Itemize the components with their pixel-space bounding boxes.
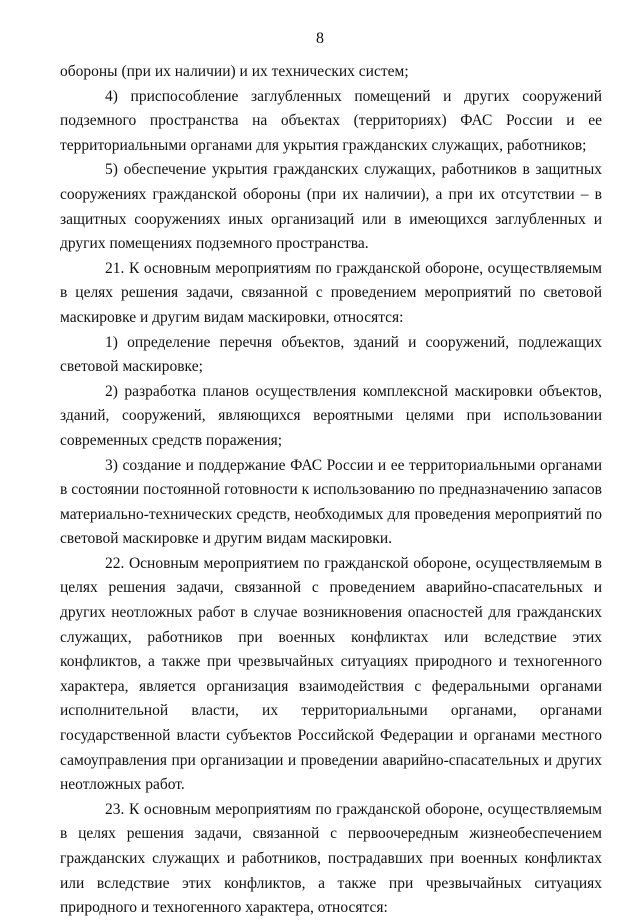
paragraph-item-1: 1) определение перечня объектов, зданий и сооружений, подлежащих световой маскировке; (60, 333, 602, 376)
document-body (60, 60, 602, 921)
paragraph-continuation: обороны (при их наличии) и их технических систем; (60, 63, 409, 80)
paragraph-clause-23: 23. К основным мероприятиям по гражданской обороне, осуществляемым в целях решения задачи, связанной с первоочередным жизнеобеспечением гражданских служащих и работников, пострадавших при военных конфликтах или вследствие этих конфликтов, а также при чрезвычайных ситуациях природного и техногенного характера, относятся: (60, 800, 602, 917)
paragraph-item-4: 4) приспособление заглубленных помещений и других сооружений подземного пространства на объектах (территориях) ФАС России и ее территориальными органами для укрытия гражданских служащих, работников; (60, 87, 602, 154)
paragraph-clause-22: 22. Основным мероприятием по гражданской обороне, осуществляемым в целях решения задачи, связанной с проведением аварийно-спасательных и других неотложных работ в случае возникновения опасностей для гражданских служащих, работников при военных конфликтах или вследствие этих конфликтов, а также при чрезвычайных ситуациях природного и техногенного характера, является организация взаимодействия с федеральными органами исполнительной власти, их территориальными органами, органами государственной власти субъектов Российской Федерации и органами местного самоуправления при организации и проведении аварийно-спасательных и других неотложных работ. (60, 554, 602, 794)
page-number: 8 (316, 30, 324, 47)
paragraph-item-3: 3) создание и поддержание ФАС России и ее территориальными органами в состоянии постоянной готовности к использованию по предназначению запасов материально-технических средств, необходимых для проведения мероприятий по световой маскировке и другим видам маскировки. (60, 456, 602, 548)
paragraph-clause-21: 21. К основным мероприятиям по гражданской обороне, осуществляемым в целях решения задачи, связанной с проведением мероприятий по световой маскировке и другим видам маскировки, относятся: (60, 259, 602, 326)
paragraph-item-5: 5) обеспечение укрытия гражданских служащих, работников в защитных сооружениях гражданской обороны (при их наличии), а при их отсутствии – в защитных сооружениях иных организаций или в имеющихся заглубленных и других помещениях подземного пространства. (60, 161, 602, 253)
paragraph-item-2: 2) разработка планов осуществления комплексной маскировки объектов, зданий, сооружений, являющихся вероятными целями при использовании современных средств поражения; (60, 382, 602, 449)
